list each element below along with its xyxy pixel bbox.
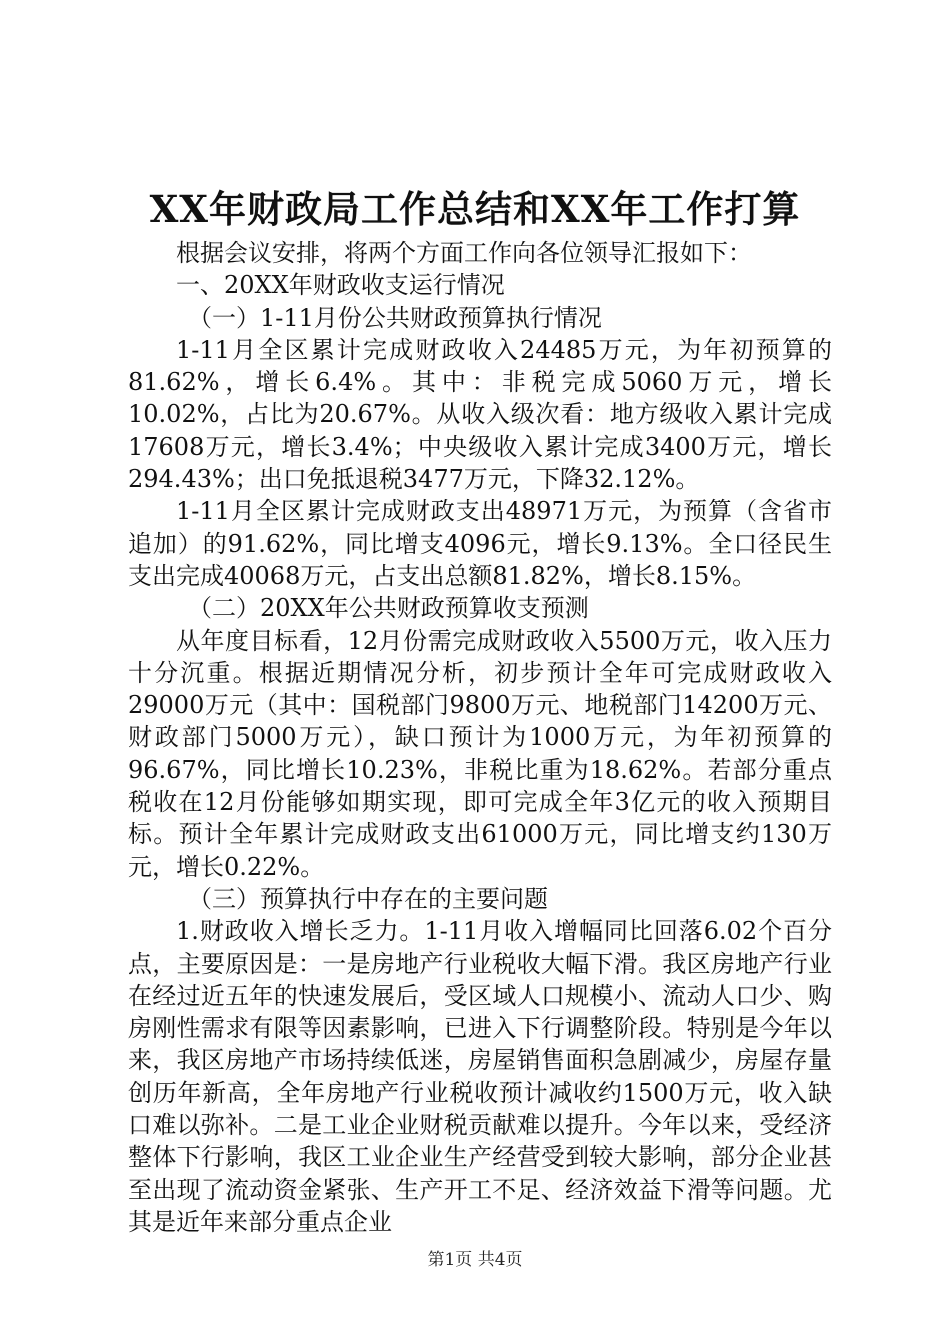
paragraph-revenue: 1-11月全区累计完成财政收入24485万元，为年初预算的81.62%，增长6.4%。其中：非税完成5060万元，增长10.02%，占比为20.67%。从收入级次看：地方级收入累计完成17608万元，增长3.4%；中央级收入累计完成3400万元，增长294.43%；出口免抵退税3477万元，下降32.12%。	[128, 335, 832, 494]
heading-section-1: 一、20XX年财政收支运行情况	[176, 271, 505, 300]
page-footer: 第1页 共4页	[427, 1250, 523, 1270]
document-body	[128, 237, 832, 1238]
paragraph-forecast: 从年度目标看，12月份需完成财政收入5500万元，收入压力十分沉重。根据近期情况分析，初步预计全年可完成财政收入29000万元（其中：国税部门9800万元、地税部门14200万元、财政部门5000万元），缺口预计为1000万元，为年初预算的96.67%，同比增长10.23%，非税比重为18.62%。若部分重点税收在12月份能够如期实现，即可完成全年3亿元的收入预期目标。预计全年累计完成财政支出61000万元，同比增支约130万元，增长0.22%。	[128, 626, 832, 881]
paragraph-expenditure: 1-11月全区累计完成财政支出48971万元，为预算（含省市追加）的91.62%，同比增支4096元，增长9.13%。全口径民生支出完成40068万元，占支出总额81.82%，增长8.15%。	[128, 497, 832, 590]
paragraph-intro: 根据会议安排，将两个方面工作向各位领导汇报如下：	[176, 239, 752, 267]
heading-subsection-1: （一）1-11月份公共财政预算执行情况	[188, 303, 602, 332]
heading-subsection-2: （二）20XX年公共财政预算收支预测	[188, 594, 589, 623]
heading-subsection-3: （三）预算执行中存在的主要问题	[188, 884, 548, 913]
document-title: XX年财政局工作总结和XX年工作打算	[149, 187, 801, 231]
paragraph-problems: 1.财政收入增长乏力。1-11月收入增幅同比回落6.02个百分点，主要原因是：一是房地产行业税收大幅下滑。我区房地产行业在经过近五年的快速发展后，受区域人口规模小、流动人口少、购房刚性需求有限等因素影响，已进入下行调整阶段。特别是今年以来，我区房地产市场持续低迷，房屋销售面积急剧减少，房屋存量创历年新高，全年房地产行业税收预计减收约1500万元，收入缺口难以弥补。二是工业企业财税贡献难以提升。今年以来，受经济整体下行影响，我区工业企业生产经营受到较大影响，部分企业甚至出现了流动资金紧张、生产开工不足、经济效益下滑等问题。尤其是近年来部分重点企业	[128, 917, 832, 1236]
